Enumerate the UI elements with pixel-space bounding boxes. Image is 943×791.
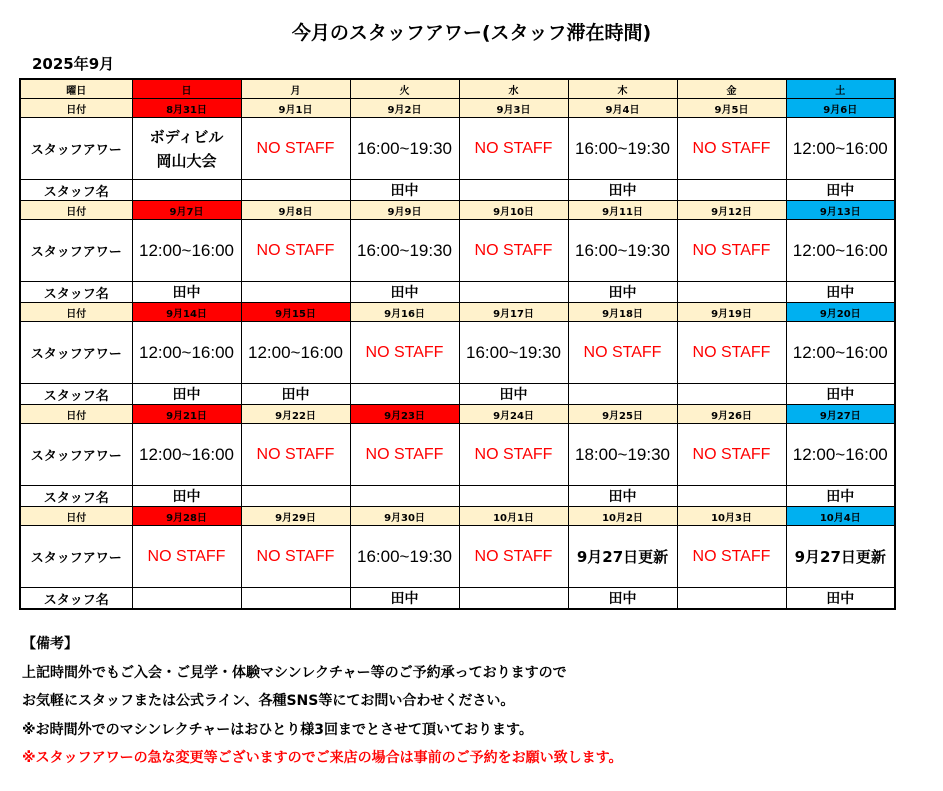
date-label: 日付: [20, 201, 132, 220]
staff-cell: [568, 384, 677, 405]
hours-cell: NO STAFF: [677, 322, 786, 384]
date-cell: 9月26日: [677, 405, 786, 424]
hours-cell: NO STAFF: [459, 118, 568, 180]
hours-row: [20, 424, 895, 486]
date-cell: 9月23日: [350, 405, 459, 424]
weekday-wednesday: 水: [459, 79, 568, 99]
notes-line-1: 上記時間外でもご入会・ご見学・体験マシンレクチャー等のご予約承っておりますので: [22, 664, 567, 681]
hours-cell: NO STAFF: [241, 424, 350, 486]
hours-cell: 9月27日更新: [568, 526, 677, 588]
hours-cell: NO STAFF: [132, 526, 241, 588]
staff-row: [20, 588, 895, 610]
staff-cell: 田中: [241, 384, 350, 405]
date-label: 日付: [20, 405, 132, 424]
weekday-friday: 金: [677, 79, 786, 99]
hours-label: スタッフアワー: [20, 322, 132, 384]
hours-cell: 12:00~16:00: [132, 220, 241, 282]
date-cell: 9月2日: [350, 99, 459, 118]
staff-label: スタッフ名: [20, 384, 132, 405]
month-label: 2025年9月: [32, 55, 115, 73]
date-cell: 10月1日: [459, 507, 568, 526]
date-cell: 9月7日: [132, 201, 241, 220]
staff-cell: 田中: [786, 588, 895, 610]
staff-cell: [350, 384, 459, 405]
staff-cell: [459, 180, 568, 201]
date-row: [20, 303, 895, 322]
date-cell: 10月2日: [568, 507, 677, 526]
hours-cell: 12:00~16:00: [241, 322, 350, 384]
hours-cell: 16:00~19:30: [350, 220, 459, 282]
staff-cell: 田中: [786, 486, 895, 507]
hours-cell: NO STAFF: [459, 424, 568, 486]
staff-cell: 田中: [786, 282, 895, 303]
staff-cell: [241, 486, 350, 507]
weekday-saturday: 土: [786, 79, 895, 99]
date-row: [20, 507, 895, 526]
date-cell: 9月16日: [350, 303, 459, 322]
staff-label: スタッフ名: [20, 282, 132, 303]
hours-cell: NO STAFF: [459, 526, 568, 588]
date-cell: 9月15日: [241, 303, 350, 322]
hours-cell: 16:00~19:30: [568, 118, 677, 180]
date-row: [20, 201, 895, 220]
date-cell: 9月30日: [350, 507, 459, 526]
date-label: 日付: [20, 507, 132, 526]
date-cell: 9月12日: [677, 201, 786, 220]
hours-cell: NO STAFF: [241, 118, 350, 180]
hours-cell: 9月27日更新: [786, 526, 895, 588]
hours-label: スタッフアワー: [20, 118, 132, 180]
date-cell: 9月6日: [786, 99, 895, 118]
hours-cell: NO STAFF: [459, 220, 568, 282]
page-title: 今月のスタッフアワー(スタッフ滞在時間): [291, 22, 652, 44]
staff-cell: [677, 282, 786, 303]
staff-label: スタッフ名: [20, 486, 132, 507]
staff-cell: [677, 588, 786, 610]
notes-section: [22, 630, 623, 773]
hours-cell: 16:00~19:30: [568, 220, 677, 282]
notes-line-4: ※スタッフアワーの急な変更等ございますのでご来店の場合は事前のご予約をお願い致します。: [22, 750, 623, 766]
staff-cell: 田中: [568, 486, 677, 507]
date-cell: 10月4日: [786, 507, 895, 526]
staff-cell: 田中: [568, 588, 677, 610]
date-cell: 9月24日: [459, 405, 568, 424]
date-cell: 9月3日: [459, 99, 568, 118]
date-cell: 9月28日: [132, 507, 241, 526]
hours-row: [20, 220, 895, 282]
date-cell: 9月21日: [132, 405, 241, 424]
date-cell: 9月29日: [241, 507, 350, 526]
hours-cell: 12:00~16:00: [786, 220, 895, 282]
staff-row: [20, 180, 895, 201]
notes-heading: 【備考】: [22, 636, 78, 652]
hours-cell: 12:00~16:00: [786, 118, 895, 180]
staff-cell: [459, 486, 568, 507]
staff-cell: [132, 588, 241, 610]
staff-cell: [677, 486, 786, 507]
date-cell: 8月31日: [132, 99, 241, 118]
hours-label: スタッフアワー: [20, 526, 132, 588]
staff-row: [20, 282, 895, 303]
date-cell: 9月27日: [786, 405, 895, 424]
staff-row: [20, 384, 895, 405]
hours-cell: ボディビル 岡山大会: [132, 118, 241, 180]
hours-cell: 12:00~16:00: [132, 424, 241, 486]
staff-cell: 田中: [568, 180, 677, 201]
date-label: 日付: [20, 303, 132, 322]
hours-cell: 16:00~19:30: [350, 118, 459, 180]
staff-cell: 田中: [350, 588, 459, 610]
schedule-table: [19, 78, 896, 610]
staff-cell: [677, 384, 786, 405]
hours-cell: 12:00~16:00: [132, 322, 241, 384]
staff-cell: [132, 180, 241, 201]
hours-label: スタッフアワー: [20, 220, 132, 282]
staff-cell: 田中: [132, 486, 241, 507]
hours-cell: 16:00~19:30: [459, 322, 568, 384]
date-cell: 9月8日: [241, 201, 350, 220]
date-cell: 9月20日: [786, 303, 895, 322]
notes-line-3: ※お時間外でのマシンレクチャーはおひとり様3回までとさせて頂いております。: [22, 721, 533, 738]
staff-cell: [241, 588, 350, 610]
hours-cell: 12:00~16:00: [786, 322, 895, 384]
hours-cell: NO STAFF: [241, 526, 350, 588]
hours-cell: NO STAFF: [677, 220, 786, 282]
date-row: [20, 99, 895, 118]
staff-cell: [241, 180, 350, 201]
weekday-tuesday: 火: [350, 79, 459, 99]
staff-cell: [677, 180, 786, 201]
hours-cell: NO STAFF: [241, 220, 350, 282]
hours-cell: 18:00~19:30: [568, 424, 677, 486]
date-cell: 9月4日: [568, 99, 677, 118]
date-cell: 10月3日: [677, 507, 786, 526]
date-cell: 9月10日: [459, 201, 568, 220]
hours-cell: 16:00~19:30: [350, 526, 459, 588]
date-cell: 9月9日: [350, 201, 459, 220]
hours-cell: NO STAFF: [568, 322, 677, 384]
staff-cell: 田中: [459, 384, 568, 405]
date-cell: 9月19日: [677, 303, 786, 322]
date-cell: 9月13日: [786, 201, 895, 220]
staff-cell: [350, 486, 459, 507]
weekday-monday: 月: [241, 79, 350, 99]
hours-row: [20, 526, 895, 588]
staff-cell: [459, 588, 568, 610]
date-cell: 9月11日: [568, 201, 677, 220]
staff-cell: [241, 282, 350, 303]
date-cell: 9月1日: [241, 99, 350, 118]
hours-cell: NO STAFF: [350, 322, 459, 384]
staff-cell: 田中: [132, 384, 241, 405]
date-cell: 9月17日: [459, 303, 568, 322]
hours-cell: 12:00~16:00: [786, 424, 895, 486]
date-row: [20, 405, 895, 424]
hours-cell: NO STAFF: [677, 118, 786, 180]
staff-cell: 田中: [786, 384, 895, 405]
hours-row: [20, 118, 895, 180]
date-cell: 9月14日: [132, 303, 241, 322]
weekday-header-row: [20, 79, 895, 99]
weekday-label: 曜日: [20, 79, 132, 99]
staff-cell: 田中: [350, 180, 459, 201]
staff-label: スタッフ名: [20, 180, 132, 201]
date-label: 日付: [20, 99, 132, 118]
weekday-thursday: 木: [568, 79, 677, 99]
date-cell: 9月18日: [568, 303, 677, 322]
staff-cell: 田中: [786, 180, 895, 201]
staff-label: スタッフ名: [20, 588, 132, 610]
hours-row: [20, 322, 895, 384]
hours-cell: NO STAFF: [350, 424, 459, 486]
staff-cell: 田中: [350, 282, 459, 303]
staff-cell: 田中: [568, 282, 677, 303]
hours-label: スタッフアワー: [20, 424, 132, 486]
date-cell: 9月5日: [677, 99, 786, 118]
date-cell: 9月25日: [568, 405, 677, 424]
date-cell: 9月22日: [241, 405, 350, 424]
hours-cell: NO STAFF: [677, 424, 786, 486]
staff-cell: 田中: [132, 282, 241, 303]
hours-cell: NO STAFF: [677, 526, 786, 588]
weekday-sunday: 日: [132, 79, 241, 99]
notes-line-2: お気軽にスタッフまたは公式ライン、各種SNS等にてお問い合わせください。: [22, 693, 515, 709]
staff-cell: [459, 282, 568, 303]
staff-row: [20, 486, 895, 507]
